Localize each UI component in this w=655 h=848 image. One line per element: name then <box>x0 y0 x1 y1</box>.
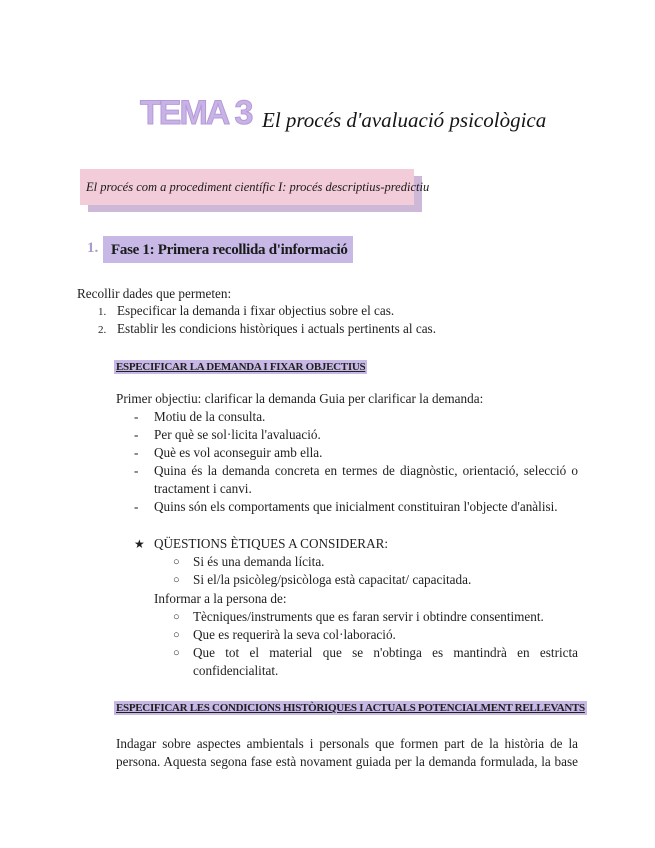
circle-bullet-icon: ○ <box>173 611 180 623</box>
ethics-title: QÜESTIONS ÈTIQUES A CONSIDERAR: <box>154 536 389 551</box>
subheading-condicions: ESPECIFICAR LES CONDICIONS HISTÒRIQUES I ACTUALS POTENCIALMENT RELLEVANTS <box>116 702 585 714</box>
banner-text: El procés com a procediment científic I: procés descriptius-predictiu <box>86 180 430 194</box>
list-item: Si el/la psicòleg/psicòloga està capacitat/ capacitada. <box>193 572 472 587</box>
list-item: Quina és la demanda concreta en termes de diagnòstic, orientació, selecció o <box>154 463 578 478</box>
tema-label: TEMA 3 <box>140 94 252 132</box>
list-item: Establir les condicions històriques i actuals pertinents al cas. <box>117 321 436 336</box>
subheading-demanda: ESPECIFICAR LA DEMANDA I FIXAR OBJECTIUS <box>116 361 366 373</box>
dash-bullet: - <box>134 463 139 478</box>
dash-bullet: - <box>134 445 139 460</box>
star-icon: ★ <box>134 537 145 551</box>
circle-bullet-icon: ○ <box>173 574 180 586</box>
circle-bullet-icon: ○ <box>173 556 180 568</box>
list-item: Tècniques/instruments que es faran servir i obtindre consentiment. <box>193 609 544 624</box>
list-item: Quins són els comportaments que inicialment constituiran l'objecte d'anàlisi. <box>154 499 558 514</box>
list-item-continuation: tractament i canvi. <box>154 481 252 496</box>
list-number: 2. <box>98 324 107 336</box>
list-number: 1. <box>98 306 107 318</box>
section-title: Fase 1: Primera recollida d'informació <box>111 242 348 258</box>
circle-bullet-icon: ○ <box>173 647 180 659</box>
objective-text: Primer objectiu: clarificar la demanda Guia per clarificar la demanda: <box>116 391 484 406</box>
paragraph-line: Indagar sobre aspectes ambientals i personals que formen part de la història de la <box>116 736 578 751</box>
section-number: 1. <box>87 240 99 256</box>
list-item: Què es vol aconseguir amb ella. <box>154 445 323 460</box>
document-title: El procés d'avaluació psicològica <box>262 108 547 132</box>
circle-bullet-icon: ○ <box>173 629 180 641</box>
paragraph-line: persona. Aquesta segona fase està novament guiada per la demanda formulada, la base <box>116 754 578 769</box>
list-item: Motiu de la consulta. <box>154 409 266 424</box>
list-item: Que es requerirà la seva col·laboració. <box>193 627 396 642</box>
list-item: Especificar la demanda i fixar objectius sobre el cas. <box>117 303 395 318</box>
dash-bullet: - <box>134 499 139 514</box>
list-item: Si és una demanda lícita. <box>193 554 325 569</box>
list-item: Per què se sol·licita l'avaluació. <box>154 427 321 442</box>
list-item: Que tot el material que se n'obtinga es mantindrà en estricta <box>193 645 578 660</box>
list-item-continuation: confidencialitat. <box>193 663 279 678</box>
inform-text: Informar a la persona de: <box>154 591 287 606</box>
intro-text: Recollir dades que permeten: <box>77 286 232 301</box>
dash-bullet: - <box>134 427 139 442</box>
dash-bullet: - <box>134 409 139 424</box>
